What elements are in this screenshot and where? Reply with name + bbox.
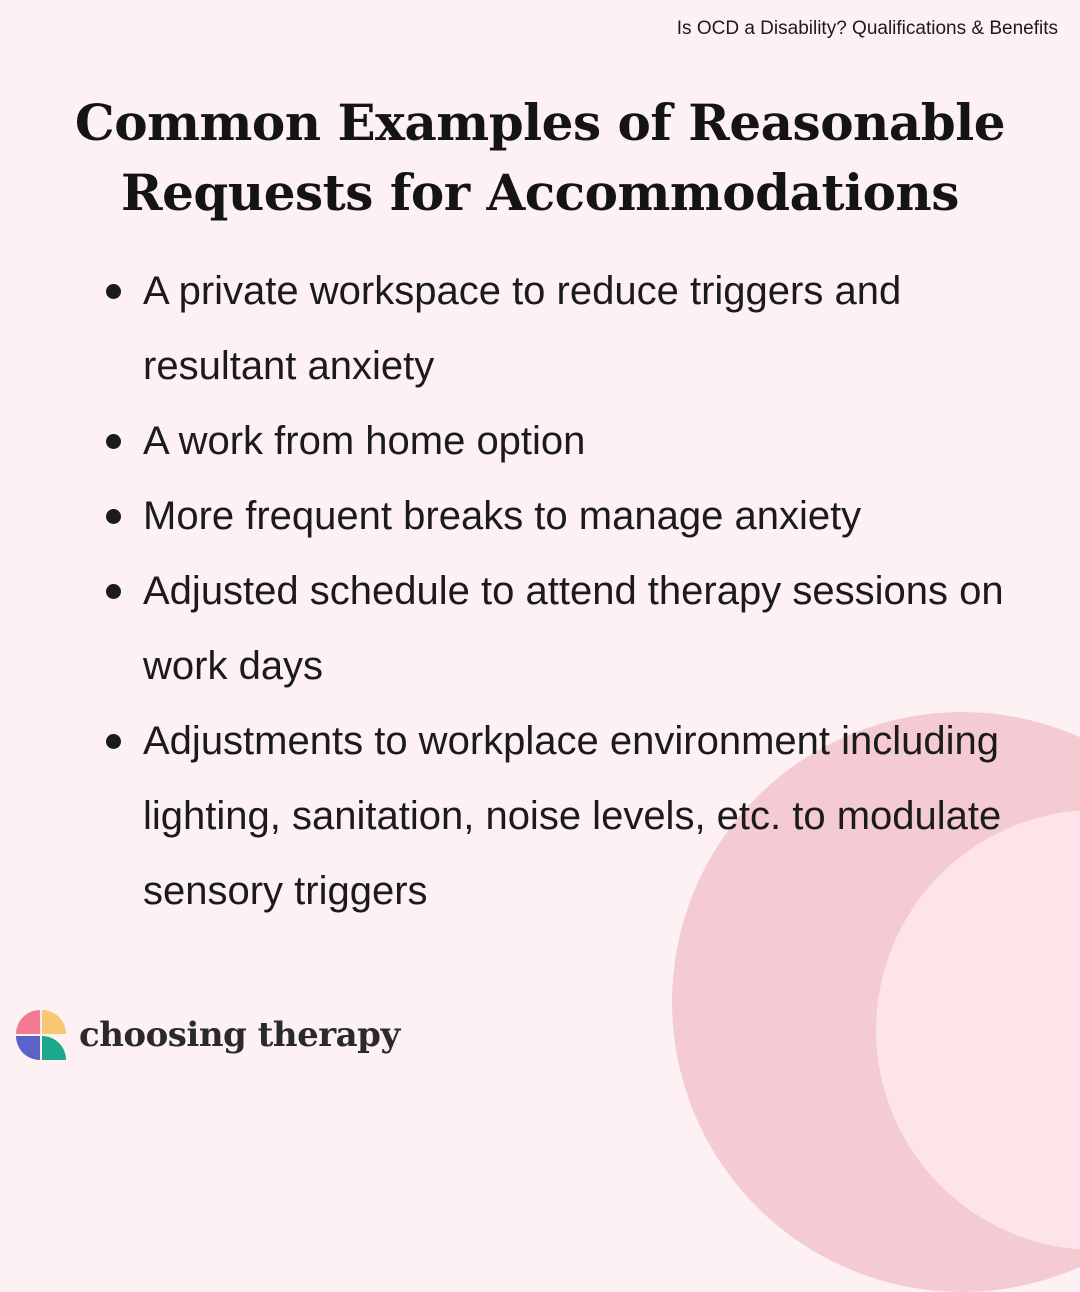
logo-quadrant-teal: [42, 1036, 66, 1060]
list-item-text: Adjustments to workplace environment including lighting, sanitation, noise levels, etc. to modulate sensory triggers: [143, 719, 1002, 913]
logo-quadrant-pink: [16, 1010, 40, 1034]
list-item-text: More frequent breaks to manage anxiety: [143, 494, 862, 538]
accommodations-list: [100, 254, 1060, 929]
brand-logo: [14, 1008, 400, 1062]
list-item-text: A private workspace to reduce triggers and resultant anxiety: [143, 269, 902, 388]
list-item: [100, 254, 1060, 404]
logo-quadrant-blue: [16, 1036, 40, 1060]
bullet-icon: [106, 584, 121, 599]
list-item: [100, 404, 1060, 479]
list-item: [100, 479, 1060, 554]
brand-name: choosing therapy: [79, 1015, 400, 1055]
bullet-icon: [106, 434, 121, 449]
bullet-icon: [106, 509, 121, 524]
brand-mark-icon: [14, 1008, 68, 1062]
page-title: Common Examples of Reasonable Requests for Accommodations: [74, 93, 1006, 222]
list-item-text: Adjusted schedule to attend therapy sessions on work days: [143, 569, 1004, 688]
header-caption: Is OCD a Disability? Qualifications & Benefits: [676, 18, 1058, 39]
bullet-icon: [106, 284, 121, 299]
list-item: [100, 554, 1060, 704]
list-item-text: A work from home option: [143, 419, 586, 463]
bullet-icon: [106, 734, 121, 749]
logo-quadrant-yellow: [42, 1010, 66, 1034]
list-item: [100, 704, 1060, 929]
